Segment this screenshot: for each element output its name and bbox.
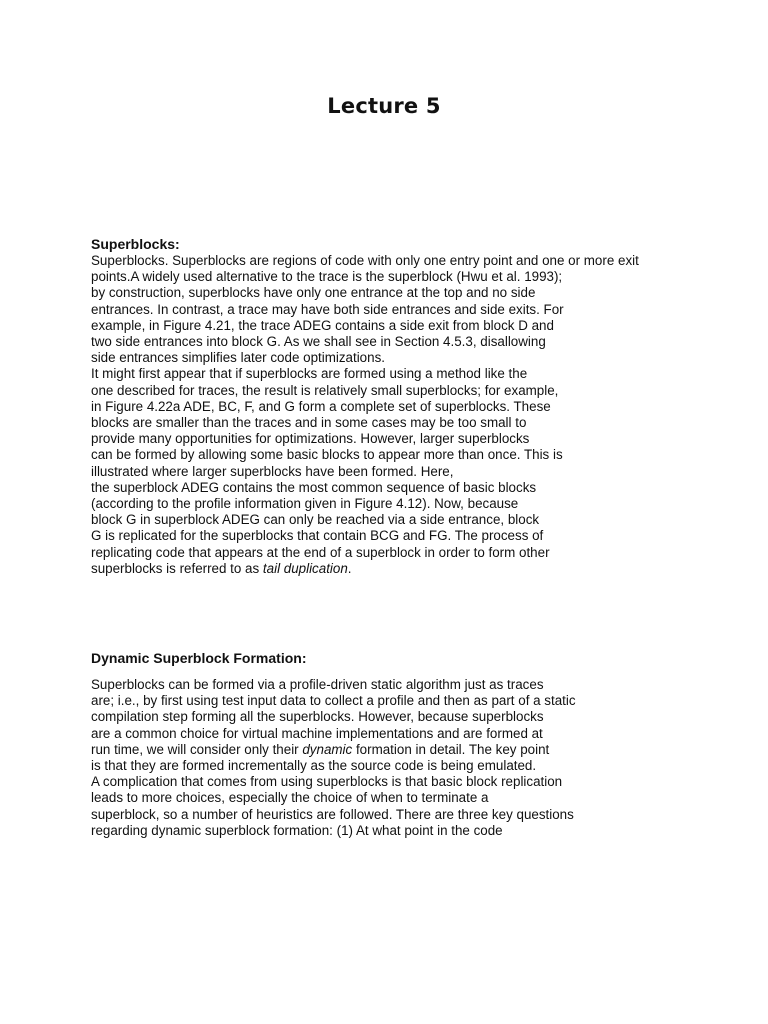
text-fragment: . — [347, 560, 352, 576]
body-line: regarding dynamic superblock formation: (1) At what point in the code — [91, 822, 503, 838]
body-line: replicating code that appears at the end of a superblock in order to form other — [91, 544, 550, 560]
body-line-last — [91, 561, 691, 577]
section-heading-dynamic-superblock-formation: Dynamic Superblock Formation: — [91, 650, 307, 666]
body-line: (according to the profile information given in Figure 4.12). Now, because — [91, 496, 519, 512]
body-line: two side entrances into block G. As we shall see in Section 4.5.3, disallowing — [91, 334, 546, 350]
body-line: can be formed by allowing some basic blocks to appear more than once. This is — [91, 447, 563, 463]
text-fragment: superblocks is referred to as — [91, 560, 263, 576]
page-title: Lecture 5 — [327, 94, 441, 118]
section-superblocks — [91, 236, 691, 577]
body-line: is that they are formed incrementally as the source code is being emulated. — [91, 758, 537, 774]
body-line: Superblocks can be formed via a profile-driven static algorithm just as traces — [91, 677, 544, 692]
body-line: entrances. In contrast, a trace may have both side entrances and side exits. For — [91, 301, 564, 317]
section-heading-superblocks: Superblocks: — [91, 236, 180, 252]
body-line: are a common choice for virtual machine implementations and are formed at — [91, 725, 543, 741]
body-line-emphasis — [91, 742, 691, 758]
body-line: block G in superblock ADEG can only be reached via a side entrance, block — [91, 512, 540, 528]
body-line: points.A widely used alternative to the trace is the superblock (Hwu et al. 1993); — [91, 269, 563, 285]
section-body-superblocks — [91, 253, 691, 577]
body-line: A complication that comes from using superblocks is that basic block replication — [91, 774, 563, 790]
body-line: are; i.e., by first using test input data to collect a profile and then as part of a static — [91, 693, 576, 709]
body-line: provide many opportunities for optimizations. However, larger superblocks — [91, 431, 530, 447]
emphasis-dynamic: dynamic — [302, 741, 353, 757]
body-line: by construction, superblocks have only one entrance at the top and no side — [91, 285, 536, 301]
body-line: blocks are smaller than the traces and in some cases may be too small to — [91, 415, 527, 431]
body-line: compilation step forming all the superblocks. However, because superblocks — [91, 709, 544, 725]
body-line: one described for traces, the result is relatively small superblocks; for example, — [91, 382, 559, 398]
section-body-dynamic-superblock-formation — [91, 677, 691, 839]
body-line: side entrances simplifies later code optimizations. — [91, 350, 385, 366]
emphasis-tail-duplication: tail duplication — [262, 560, 348, 576]
body-line: G is replicated for the superblocks that contain BCG and FG. The process of — [91, 528, 544, 544]
body-line: Superblocks. Superblocks are regions of code with only one entry point and one or more exit — [91, 253, 639, 268]
section-dynamic-superblock-formation — [91, 650, 691, 839]
body-line: leads to more choices, especially the choice of when to terminate a — [91, 790, 489, 806]
body-line: example, in Figure 4.21, the trace ADEG contains a side exit from block D and — [91, 317, 554, 333]
text-fragment: run time, we will consider only their — [91, 741, 303, 757]
body-line: the superblock ADEG contains the most common sequence of basic blocks — [91, 479, 537, 495]
text-fragment: formation in detail. The key point — [352, 741, 550, 757]
body-line: illustrated where larger superblocks have been formed. Here, — [91, 463, 454, 479]
body-line: superblock, so a number of heuristics are followed. There are three key questions — [91, 806, 574, 822]
body-line: in Figure 4.22a ADE, BC, F, and G form a complete set of superblocks. These — [91, 398, 551, 414]
body-line: It might first appear that if superblocks are formed using a method like the — [91, 366, 528, 382]
